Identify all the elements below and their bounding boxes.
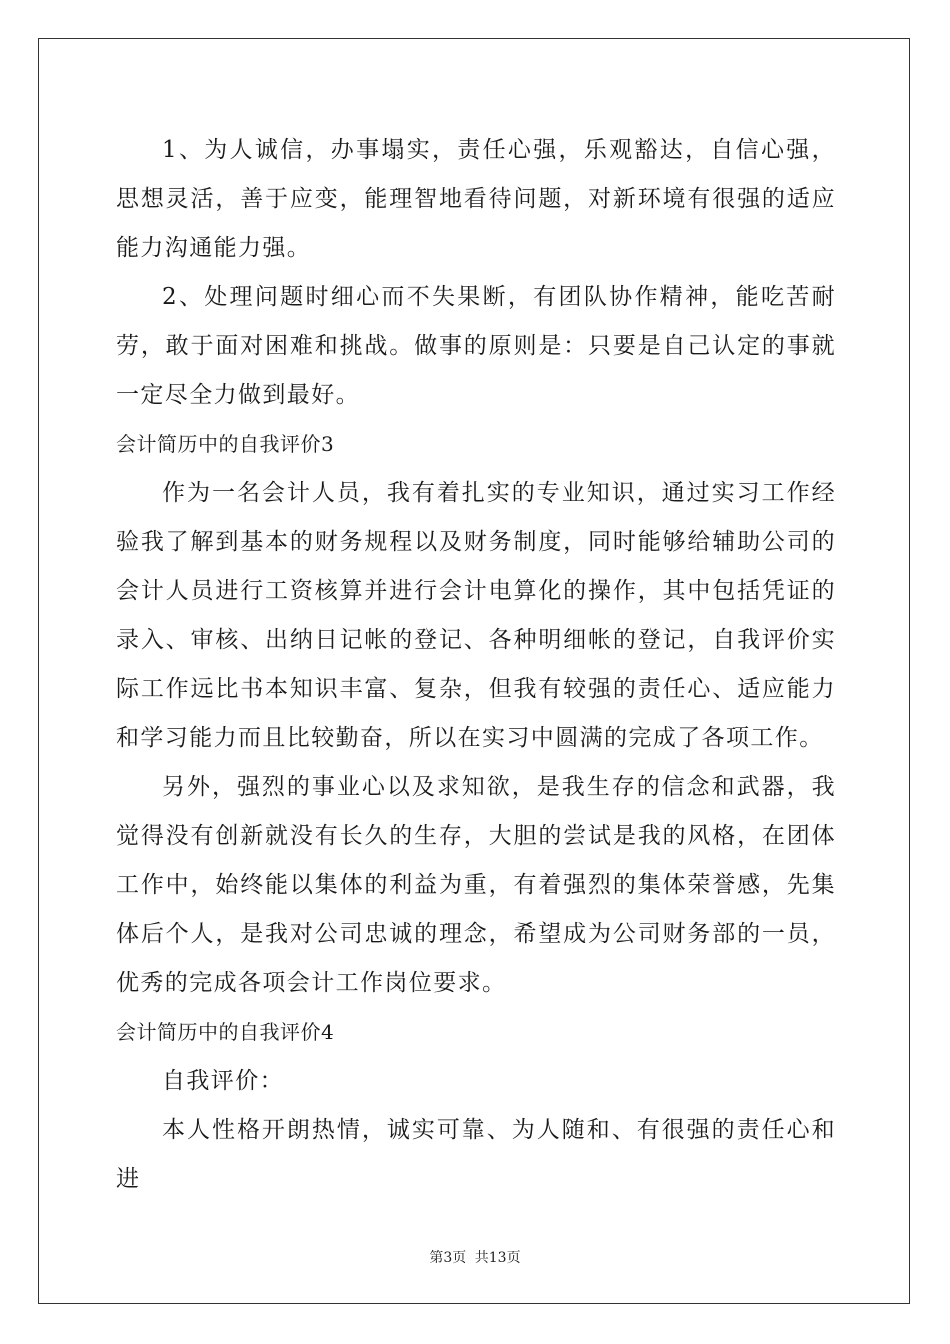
paragraph-6: 本人性格开朗热情，诚实可靠、为人随和、有很强的责任心和进	[116, 1117, 836, 1192]
document-body	[116, 126, 836, 1204]
paragraph-2: 2、处理问题时细心而不失果断，有团队协作精神，能吃苦耐劳，敢于面对困难和挑战。做事的原则是：只要是自己认定的事就一定尽全力做到最好。	[116, 284, 836, 408]
paragraph-5: 自我评价：	[162, 1068, 284, 1094]
page-total: 共13页	[474, 1250, 521, 1266]
paragraph-1: 1、为人诚信，办事塌实，责任心强，乐观豁达，自信心强，思想灵活，善于应变，能理智地看待问题，对新环境有很强的适应能力沟通能力强。	[116, 137, 836, 261]
paragraph-4: 另外，强烈的事业心以及求知欲，是我生存的信念和武器，我觉得没有创新就没有长久的生存，大胆的尝试是我的风格，在团体工作中，始终能以集体的利益为重，有着强烈的集体荣誉感，先集体后个人，是我对公司忠诚的理念，希望成为公司财务部的一员，优秀的完成各项会计工作岗位要求。	[116, 774, 836, 996]
paragraph-3: 作为一名会计人员，我有着扎实的专业知识，通过实习工作经验我了解到基本的财务规程以及财务制度，同时能够给辅助公司的会计人员进行工资核算并进行会计电算化的操作，其中包括凭证的录入、审核、出纳日记帐的登记、各种明细帐的登记，自我评价实际工作远比书本知识丰富、复杂，但我有较强的责任心、适应能力和学习能力而且比较勤奋，所以在实习中圆满的完成了各项工作。	[116, 480, 836, 751]
section-heading-4: 会计简历中的自我评价4	[116, 1020, 335, 1044]
section-heading-3: 会计简历中的自我评价3	[116, 432, 335, 456]
page-number: 第3页	[429, 1250, 467, 1266]
page-footer	[0, 1247, 950, 1267]
